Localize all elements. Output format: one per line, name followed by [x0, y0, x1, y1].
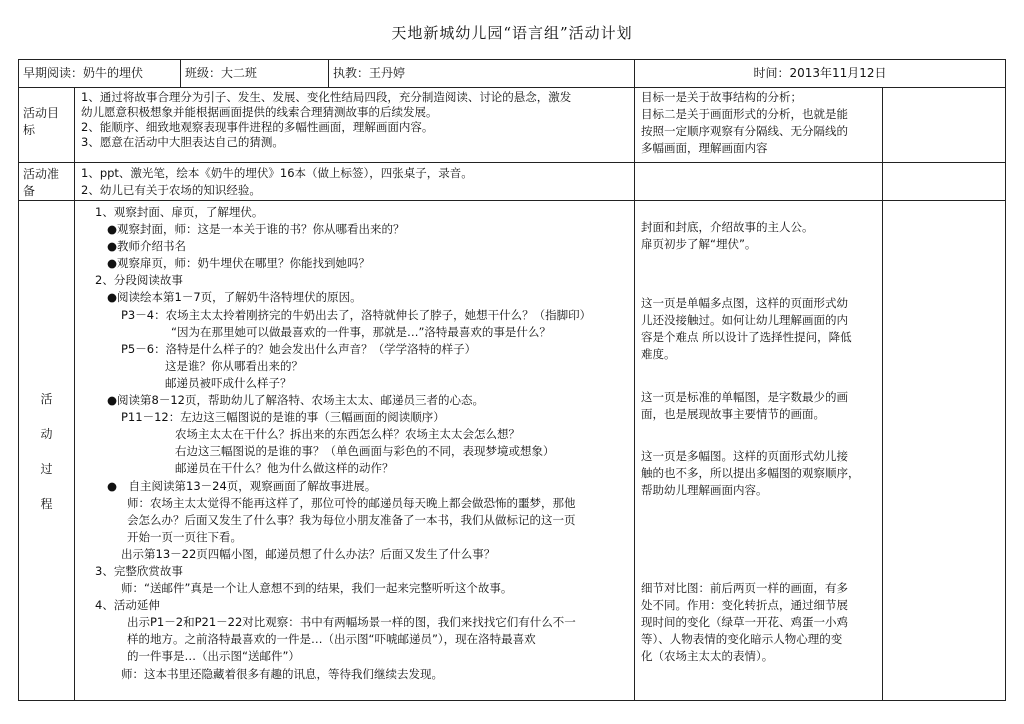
reading-title: 早期阅读：奶牛的埋伏 — [23, 66, 144, 80]
process-text-cell — [74, 200, 635, 701]
goal-note-line: 目标二是关于画面形式的分析，也就是能 — [641, 107, 848, 121]
class-cell — [180, 59, 329, 88]
prep-label: 活动准备 — [23, 167, 60, 198]
process-line: P3－4：农场主太太拎着刚挤完的牛奶出去了，洛特就伸长了脖子，她想干什么？（指脚印） — [121, 307, 592, 322]
goal-line: 2、能顺序、细致地观察表现事件进程的多幅性画面，理解画面内容。 — [81, 120, 434, 134]
process-line: 师：这本书里还隐藏着很多有趣的讯息，等待我们继续去发现。 — [121, 666, 443, 681]
process-note-multi — [641, 448, 878, 499]
goals-extra-cell — [882, 87, 1006, 163]
process-line: P11－12：左边这三幅图说的是谁的事（三幅画面的阅读顺序） — [121, 410, 445, 425]
plan-table — [18, 59, 1006, 701]
process-note-line: 这一页是标准的单幅图，是字数最少的画 — [641, 390, 848, 404]
reading-title-cell — [18, 59, 181, 88]
process-note-line: 处不同。作用：变化转折点，通过细节展 — [641, 598, 848, 612]
goal-note-line: 多幅画面，理解画面内容 — [641, 141, 768, 155]
process-note-line: 面，也是展现故事主要情节的画面。 — [641, 407, 825, 421]
process-line: 邮递员被吓成什么样子？ — [165, 375, 292, 390]
process-note-line: 难度。 — [641, 347, 676, 361]
process-line: 开始一页一页往下看。 — [127, 529, 242, 544]
goal-line: 3、愿意在活动中大胆表达自己的猜测。 — [81, 135, 284, 149]
process-label-char: 程 — [40, 496, 53, 511]
process-note-single-multi — [641, 295, 878, 363]
process-note-cover — [641, 219, 878, 253]
process-note-line: 帮助幼儿理解画面内容。 — [641, 483, 768, 497]
process-note-line: 化（农场主太太的表情）。 — [641, 649, 774, 663]
process-label-char: 过 — [40, 461, 53, 476]
process-note-line: 容是个难点 所以设计了选择性提问，降低 — [641, 330, 852, 344]
prep-label-cell — [18, 162, 75, 201]
process-line: 2、分段阅读故事 — [95, 273, 183, 288]
prep-line: 1、ppt、激光笔，绘本《奶牛的埋伏》16本（做上标签），四张桌子，录音。 — [81, 166, 473, 180]
process-line: 样的地方。之前洛特最喜欢的一件是…（出示图“吓唬邮递员”），现在洛特最喜欢 — [127, 632, 536, 647]
process-line: P5－6：洛特是什么样子的？她会发出什么声音？（学学洛特的样子） — [121, 341, 477, 356]
process-line: ●观察扉页，师：奶牛埋伏在哪里？你能找到她吗？ — [107, 256, 371, 271]
process-note-line: 触的也不多，所以提出多幅图的观察顺序， — [641, 466, 860, 480]
goals-text-cell — [74, 87, 635, 163]
process-line: 邮递员在干什么？他为什么做这样的动作？ — [175, 461, 394, 476]
process-note-line: 这一页是单幅多点图，这样的页面形式幼 — [641, 296, 848, 310]
goals-label-cell — [18, 87, 75, 163]
process-line: 师：“送邮件”真是一个让人意想不到的结果，我们一起来完整听听这个故事。 — [121, 581, 513, 596]
process-note-line: 儿还没接触过。如何让幼儿理解画面的内 — [641, 313, 848, 327]
process-line: ●阅读绘本第1－7页，了解奶牛洛特埋伏的原因。 — [107, 290, 362, 305]
process-label-char: 活 — [40, 391, 53, 406]
activity-time: 时间：2013年11月12日 — [753, 66, 887, 80]
process-line: 师：农场主太太觉得不能再这样了，那位可怜的邮递员每天晚上都会做恐怖的噩梦，那他 — [127, 495, 576, 510]
process-line: 的一件事是…（出示图“送邮件”） — [127, 649, 300, 664]
process-label-char: 动 — [40, 426, 53, 441]
process-line: 农场主太太在干什么？拆出来的东西怎么样？农场主太太会怎么想？ — [175, 427, 520, 442]
process-line: 出示第13－22页四幅小图，邮递员想了什么办法？后面又发生了什么事？ — [121, 546, 496, 561]
process-note-line: 封面和封底，介绍故事的主人公。 — [641, 220, 814, 234]
process-note-line: 这一页是多幅图。这样的页面形式幼儿接 — [641, 449, 848, 463]
goal-line: 幼儿愿意积极想象并能根据画面提供的线索合理猜测故事的后续发展。 — [81, 105, 438, 119]
process-line: 1、观察封面、扉页，了解埋伏。 — [95, 205, 264, 219]
process-note-line: 等）、人物表情的变化暗示人物心理的变 — [641, 632, 843, 646]
process-line: ●教师介绍书名 — [107, 239, 187, 254]
prep-extra-cell — [882, 162, 1006, 201]
goal-note-line: 按照一定顺序观察有分隔线、无分隔线的 — [641, 124, 848, 138]
time-cell — [634, 59, 1006, 88]
process-line: 3、完整欣赏故事 — [95, 563, 183, 578]
process-line: ●观察封面，师：这是一本关于谁的书？你从哪看出来的？ — [107, 222, 405, 237]
process-note-standard — [641, 389, 878, 423]
process-extra-cell — [882, 200, 1006, 701]
goals-notes — [641, 89, 878, 157]
process-line: 4、活动延伸 — [95, 598, 160, 613]
class-name: 班级：大二班 — [185, 66, 258, 80]
goal-note-line: 目标一是关于故事结构的分析； — [641, 90, 802, 104]
prep-line: 2、幼儿已有关于农场的知识经验。 — [81, 183, 261, 197]
process-line: ●阅读第8－12页，帮助幼儿了解洛特、农场主太太、邮递员三者的心态。 — [107, 393, 484, 408]
goals-notes-cell — [634, 87, 883, 163]
process-line: 这是谁？你从哪看出来的？ — [165, 358, 303, 373]
process-note-detail — [641, 580, 878, 665]
process-line: 右边这三幅图说的是谁的事？（单色画面与彩色的不同，表现梦境或想象） — [175, 444, 555, 459]
page-title: 天地新城幼儿园“语言组”活动计划 — [391, 24, 633, 42]
prep-text-cell — [74, 162, 635, 201]
teacher-cell — [328, 59, 635, 88]
process-note-line: 扉页初步了解“埋伏”。 — [641, 237, 757, 251]
goals-label: 活动目标 — [23, 106, 60, 137]
process-note-line: 细节对比图：前后两页一样的画面，有多 — [641, 581, 848, 595]
process-label-cell — [18, 200, 75, 701]
process-line: 出示P1－2和P21－22对比观察：书中有两幅场景一样的图，我们来找找它们有什么不一 — [127, 615, 576, 630]
process-line: “因为在那里她可以做最喜欢的一件事，那就是…”洛特最喜欢的事是什么？ — [171, 324, 551, 339]
prep-notes-cell — [634, 162, 883, 201]
process-line: 会怎么办？后面又发生了什么事？我为每位小朋友准备了一本书，我们从做标记的这一页 — [127, 512, 576, 527]
process-note-line: 现时间的变化（绿草一开花、鸡蛋一小鸡 — [641, 615, 848, 629]
process-notes-cell — [634, 200, 883, 701]
teacher-name: 执教：王丹婷 — [333, 66, 406, 80]
process-line: ● 自主阅读第13－24页，观察画面了解故事进展。 — [107, 478, 377, 493]
goal-line: 1、通过将故事合理分为引子、发生、发展、变化性结局四段，充分制造阅读、讨论的悬念，激发 — [81, 90, 572, 104]
